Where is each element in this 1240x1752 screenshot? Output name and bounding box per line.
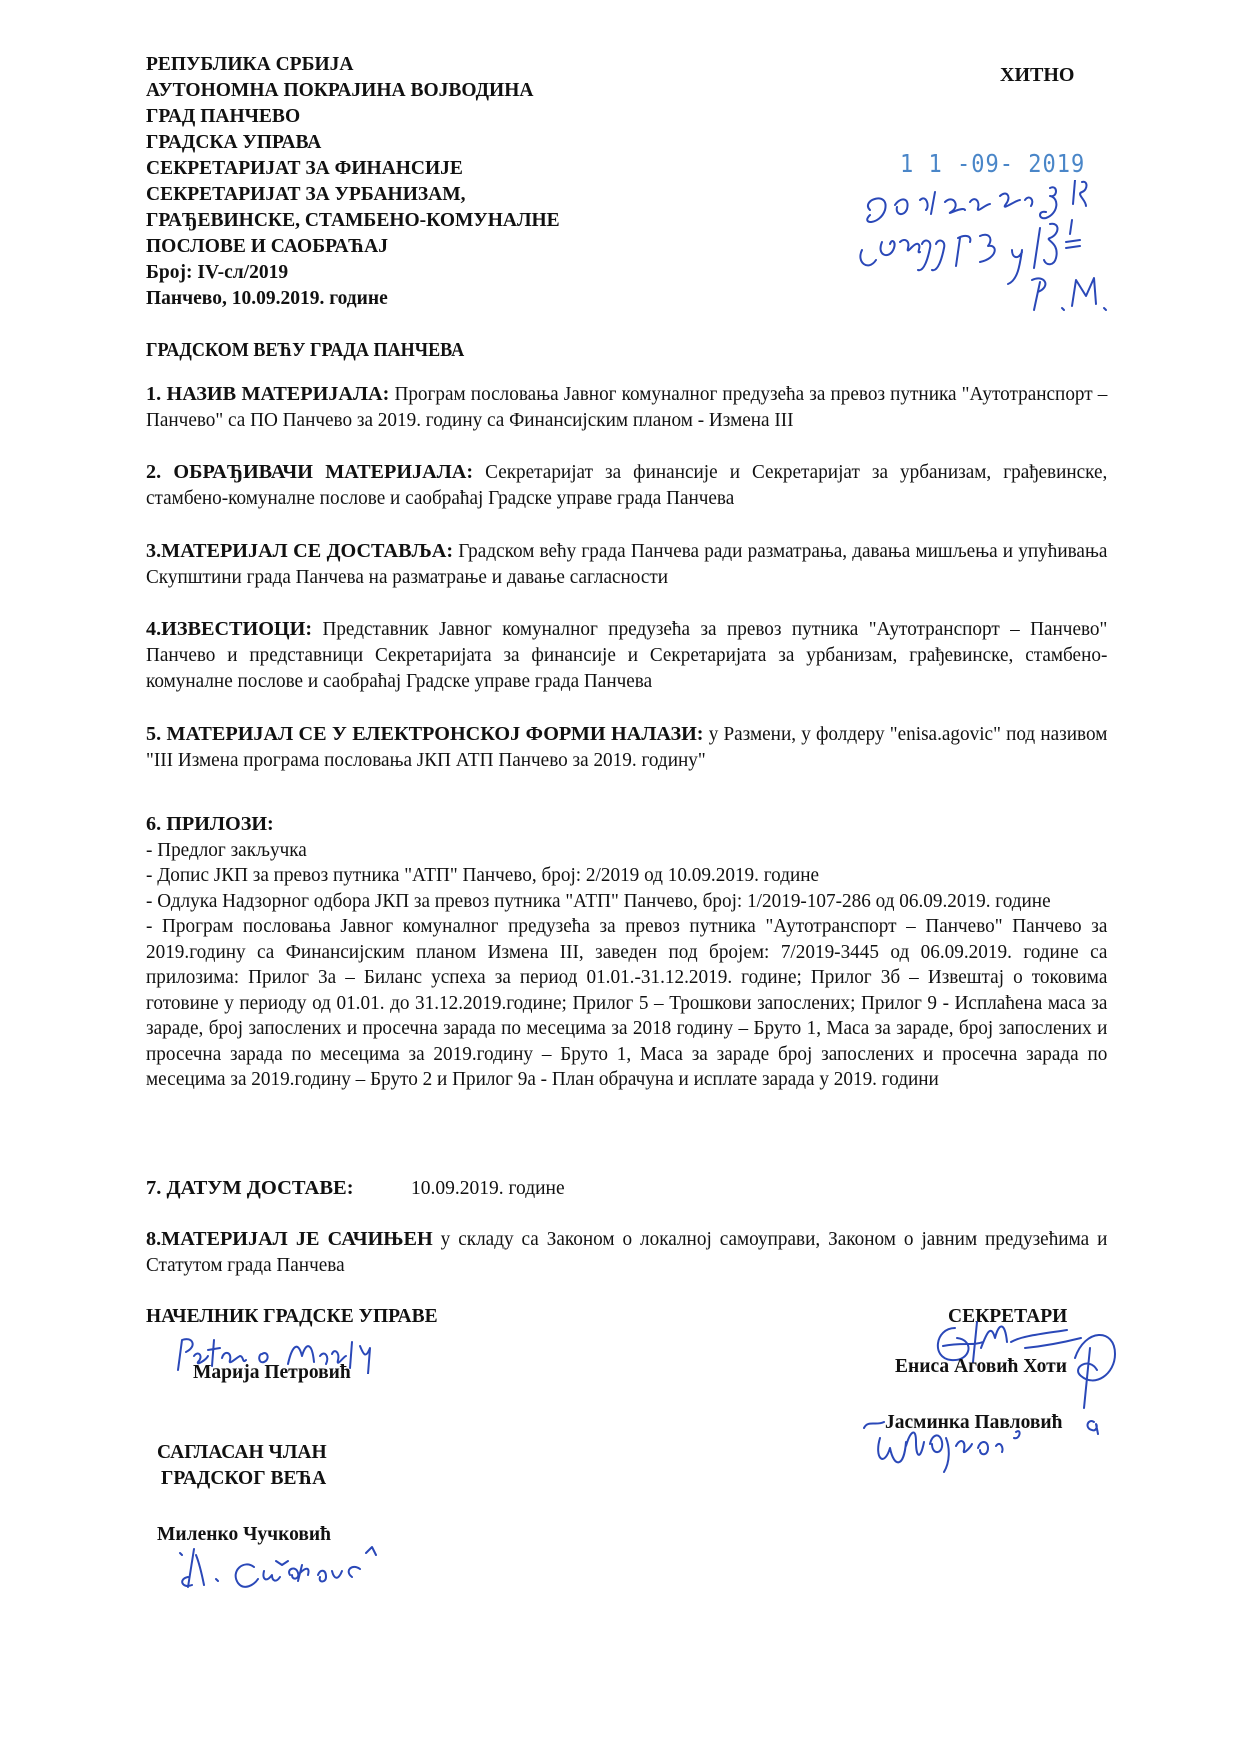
letterhead-line: СЕКРЕТАРИЈАТ ЗА УРБАНИЗАМ, — [146, 184, 466, 205]
attachment-item: - Одлука Надзорног одбора ЈКП за превоз путника "АТП" Панчево, број: 1/2019-107-286 од 06.09.2019. године — [146, 890, 1051, 912]
section-label: 8.МАТЕРИЈАЛ ЈЕ САЧИЊЕН — [146, 1228, 433, 1250]
attachment-item: - Допис ЈКП за превоз путника "АТП" Панчево, број: 2/2019 од 10.09.2019. године — [146, 865, 820, 886]
addressee: ГРАДСКОМ ВЕЋУ ГРАДА ПАНЧЕВА — [146, 340, 465, 361]
section-text: Градском већу града Панчева ради разматрања, давања мишљења и упућивања Скупштини града Панчева на разматрање и давање сагласности — [146, 541, 1108, 588]
section-label: 4.ИЗВЕСТИОЦИ: — [146, 618, 313, 640]
section-label: 6. ПРИЛОЗИ: — [146, 813, 274, 835]
section-text: Секретаријат за финансије и Секретаријат за урбанизам, грађевинске, стамбено-комуналне послове и саобраћај Градске управе града Панчева — [146, 462, 1108, 509]
delivery-date-value: 10.09.2019. године — [411, 1178, 565, 1199]
attachment-item: - Програм пословања Јавног комуналног предузећа за превоз путника "Аутотранспорт – Панчево" Панчево за 2019.годину са Финансијским планом Измена III, заведен под бројем: 7/2019-3445 од 06.09.2019. године са прилозима: Прилог 3а – Биланс успеха за период 01.01.-31.12.2019. године; Прилог 3б – Извештај о токовима готовине у периоду од 01.01. до 31.12.2019.године; Прилог 5 – Трошкови запослених; Прилог 9 - Исплаћена маса за зараде, број запослених и просечна зарада по месецима за 2018 годину – Бруто 1, Маса за зараде, број запослених и просечна зарада по месецима за 2019.годину – Бруто 1, Маса за зараде број запослених и просечна зарада по месецима за 2019.годину – Бруто 2 и Прилог 9а - План обрачуна и исплате зарада у 2019. години — [146, 916, 1108, 1090]
section-attachments — [146, 812, 1107, 1093]
letterhead-line: АУТОНОМНА ПОКРАЈИНА ВОЈВОДИНА — [146, 80, 534, 101]
head-name: Марија Петровић — [193, 1362, 351, 1383]
section-electronic-location — [146, 721, 1107, 774]
section-rapporteurs — [146, 616, 1107, 695]
member-name: Миленко Чучковић — [157, 1524, 331, 1545]
section-label: 2. ОБРАЂИВАЧИ МАТЕРИЈАЛА: — [146, 461, 474, 483]
handwriting-scribble-icon — [850, 180, 1170, 315]
urgent-label: ХИТНО — [1000, 64, 1075, 86]
letterhead-line: ГРАДСКА УПРАВА — [146, 132, 322, 153]
section-text: Представник Јавног комуналног предузећа за превоз путника "Аутотранспорт – Панчево" Панчево и представници Секретаријата за финансије и Секретаријата за урбанизам, грађевинске, стамбено-комуналне послове и саобраћај Градске управе града Панчева — [146, 619, 1108, 692]
section-delivery-date — [146, 1177, 565, 1200]
member-title-line-2: ГРАДСКОГ ВЕЋА — [161, 1468, 327, 1489]
letterhead-line: ПОСЛОВЕ И САОБРАЋАЈ — [146, 236, 389, 257]
secretaries-title: СЕКРЕТАРИ — [948, 1306, 1068, 1327]
section-text: у складу са Законом о локалној самоуправи, Законом о јавним предузећима и Статутом града Панчева — [146, 1229, 1108, 1276]
letterhead-line: ГРАД ПАНЧЕВО — [146, 106, 301, 127]
section-label: 1. НАЗИВ МАТЕРИЈАЛА: — [146, 383, 390, 405]
letterhead — [146, 52, 560, 312]
signature-cuckovic-icon — [172, 1545, 412, 1595]
section-delivered-to — [146, 538, 1107, 591]
section-prepared-by — [146, 459, 1107, 512]
secretary-1-name: Ениса Аговић Хоти — [895, 1356, 1067, 1377]
received-date-stamp: 1 1 -09- 2019 — [900, 150, 1086, 179]
section-material-name — [146, 381, 1107, 434]
section-text: Програм пословања Јавног комуналног предузећа за превоз путника "Аутотранспорт – Панчево" са ПО Панчево за 2019. годину са Финансијским планом - Измена III — [146, 384, 1108, 431]
document-date: Панчево, 10.09.2019. године — [146, 288, 388, 309]
head-title: НАЧЕЛНИК ГРАДСКЕ УПРАВЕ — [146, 1306, 438, 1327]
letterhead-line: РЕПУБЛИКА СРБИЈА — [146, 54, 354, 75]
secretary-2-name: Јасминка Павловић — [885, 1412, 1063, 1433]
section-label: 3.МАТЕРИЈАЛ СЕ ДОСТАВЉА: — [146, 540, 454, 562]
handwritten-note — [850, 180, 1170, 315]
letterhead-line: СЕКРЕТАРИЈАТ ЗА ФИНАНСИЈЕ — [146, 158, 463, 179]
section-compliance — [146, 1226, 1107, 1279]
member-title-line-1: САГЛАСАН ЧЛАН — [157, 1442, 327, 1463]
attachment-item: - Предлог закључка — [146, 839, 307, 861]
section-label: 7. ДАТУМ ДОСТАВЕ: — [146, 1177, 354, 1199]
letterhead-line: ГРАЂЕВИНСКЕ, СТАМБЕНО-КОМУНАЛНЕ — [146, 210, 560, 231]
reference-number: Број: IV-сл/2019 — [146, 262, 289, 283]
section-text: у Размени, у фолдеру "enisa.agovic" под називом "III Измена програма пословања ЈКП АТП Панчево за 2019. годину" — [146, 724, 1108, 771]
section-label: 5. МАТЕРИЈАЛ СЕ У ЕЛЕКТРОНСКОЈ ФОРМИ НАЛАЗИ: — [146, 723, 704, 745]
